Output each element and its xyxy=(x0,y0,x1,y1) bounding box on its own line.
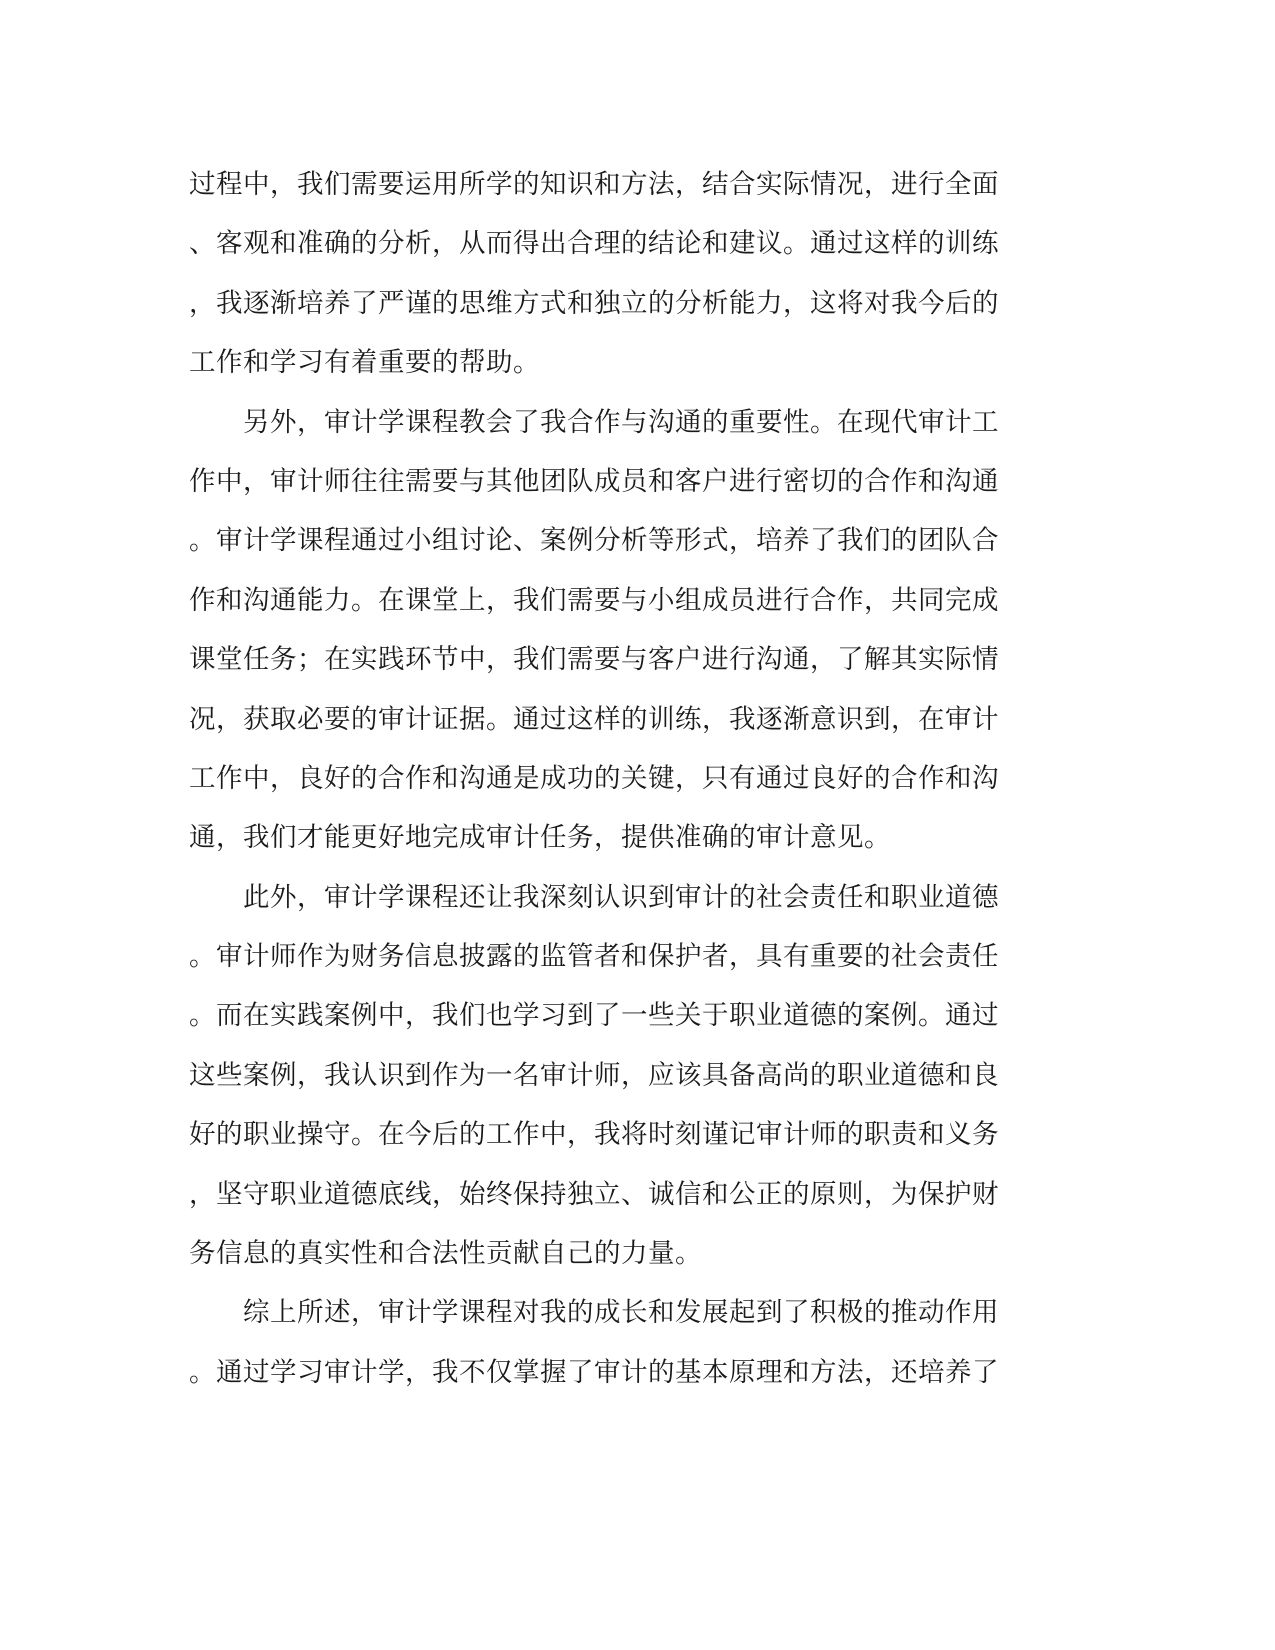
text-line: 、客观和准确的分析，从而得出合理的结论和建议。通过这样的训练 xyxy=(189,228,999,260)
text-line: 作中，审计师往往需要与其他团队成员和客户进行密切的合作和沟通 xyxy=(189,465,999,497)
text-line: 。而在实践案例中，我们也学习到了一些关于职业道德的案例。通过 xyxy=(189,1000,999,1032)
text-line: 过程中，我们需要运用所学的知识和方法，结合实际情况，进行全面 xyxy=(189,169,999,200)
text-line: 务信息的真实性和合法性贡献自己的力量。 xyxy=(189,1238,702,1270)
text-line: 况，获取必要的审计证据。通过这样的训练，我逐渐意识到，在审计 xyxy=(189,703,999,735)
text-line: 工作中，良好的合作和沟通是成功的关键，只有通过良好的合作和沟 xyxy=(189,762,999,794)
text-line: 好的职业操守。在今后的工作中，我将时刻谨记审计师的职责和义务 xyxy=(189,1119,999,1151)
text-line: ，我逐渐培养了严谨的思维方式和独立的分析能力，这将对我今后的 xyxy=(189,287,999,319)
text-line: 工作和学习有着重要的帮助。 xyxy=(189,347,540,379)
body-text xyxy=(189,155,1089,1402)
text-line: 作和沟通能力。在课堂上，我们需要与小组成员进行合作，共同完成 xyxy=(189,584,999,616)
text-line: 课堂任务；在实践环节中，我们需要与客户进行沟通，了解其实际情 xyxy=(189,644,999,676)
text-line: 综上所述，审计学课程对我的成长和发展起到了积极的推动作用 xyxy=(189,1297,999,1329)
text-line: 通，我们才能更好地完成审计任务，提供准确的审计意见。 xyxy=(189,822,891,854)
text-line: 这些案例，我认识到作为一名审计师，应该具备高尚的职业道德和良 xyxy=(189,1059,999,1091)
text-line: 。审计学课程通过小组讨论、案例分析等形式，培养了我们的团队合 xyxy=(189,525,999,557)
text-line: 。通过学习审计学，我不仅掌握了审计的基本原理和方法，还培养了 xyxy=(189,1356,999,1388)
text-line: 此外，审计学课程还让我深刻认识到审计的社会责任和职业道德 xyxy=(189,881,999,913)
text-line: 。审计师作为财务信息披露的监管者和保护者，具有重要的社会责任 xyxy=(189,941,999,973)
text-line: ，坚守职业道德底线，始终保持独立、诚信和公正的原则，为保护财 xyxy=(189,1178,999,1210)
text-line: 另外，审计学课程教会了我合作与沟通的重要性。在现代审计工 xyxy=(189,406,999,438)
